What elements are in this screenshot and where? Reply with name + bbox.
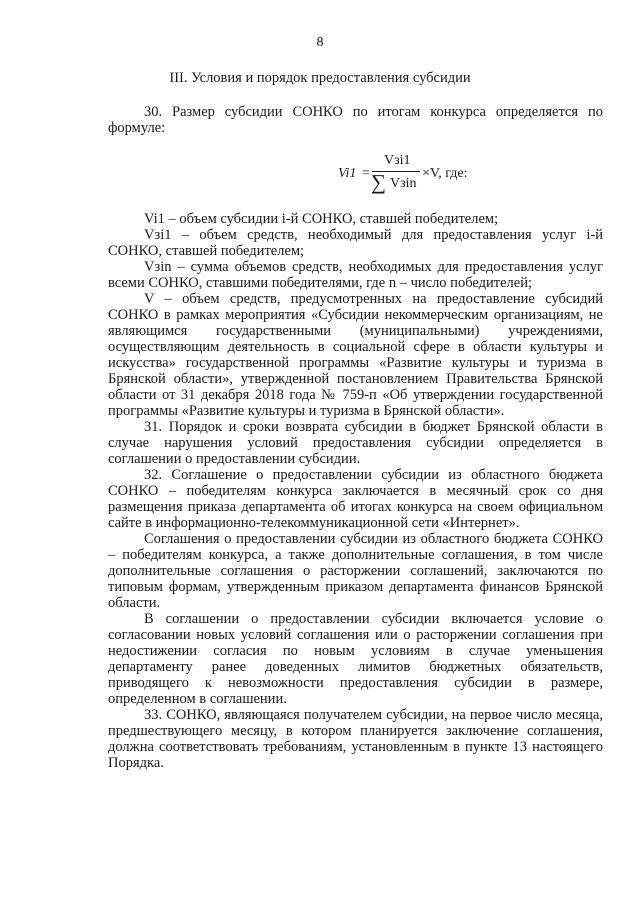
formula-equals: = <box>362 166 370 181</box>
definition-item: V – объем средств, предусмотренных на предоставление субсидий СОНКО в рамках мероприятия «Субсидии некоммерческим организациям, не являющимся государственными (муниципальными) учреждениями, осуществляющим деятельность в социальной сфере в области культуры и искусства» государственной программы «Развитие культуры и туризма в Брянской области», утвержденной постановлением Правительства Брянской области от 31 декабря 2018 года № 759-п «Об утверждении государственной программы «Развитие культуры и туризма в Брянской области». <box>108 291 603 419</box>
body-paragraph: 31. Порядок и сроки возврата субсидии в бюджет Брянской области в случае нарушения условий предоставления субсидии определяется в соглашении о предоставлении субсидии. <box>108 419 603 467</box>
formula-tail: ×V, где: <box>422 166 468 181</box>
body-paragraph: 33. СОНКО, являющаяся получателем субсидии, на первое число месяца, предшествующего месяцу, в котором планируется заключение соглашения, должна соответствовать требованиям, установленным в пункте 13 настоящего Порядка. <box>108 707 603 771</box>
body-paragraph: В соглашении о предоставлении субсидии включается условие о согласовании новых условий соглашения или о расторжении соглашения при недостижении согласия по новым условиям в случае уменьшения департаменту ранее доведенных лимитов бюджетных обязательств, приводящего к невозможности предоставления субсидии в размере, определенном в соглашении. <box>108 611 603 707</box>
intro-paragraph: 30. Размер субсидии СОНКО по итогам конкурса определяется по формуле: <box>108 104 603 136</box>
formula-denominator: Vзin <box>390 176 417 191</box>
formula-lhs: Vi1 <box>338 166 357 181</box>
sum-sign: ∑ <box>371 170 386 194</box>
body-paragraph: Соглашения о предоставлении субсидии из областного бюджета СОНКО – победителям конкурса, а также дополнительные соглашения, в том числе дополнительные соглашения о расторжении соглашений, заключаются по типовым формам, утвержденным приказом департамента финансов Брянской области. <box>108 531 603 611</box>
definition-item: Vзi1 – объем средств, необходимый для предоставления услуг i-й СОНКО, ставшей победителем; <box>108 227 603 259</box>
section-heading: III. Условия и порядок предоставления субсидии <box>169 70 471 86</box>
formula-numerator: Vзi1 <box>384 153 411 168</box>
definitions <box>108 211 603 771</box>
body-paragraph: 32. Соглашение о предоставлении субсидии из областного бюджета СОНКО – победителям конкурса заключается в месячный срок со дня размещения приказа департамента об итогах конкурса на своем официальном сайте в информационно-телекоммуникационной сети «Интернет». <box>108 467 603 531</box>
definition-item: Vi1 – объем субсидии i-й СОНКО, ставшей победителем; <box>144 211 499 227</box>
page-number: 8 <box>316 35 324 50</box>
subsidy-formula <box>338 153 578 197</box>
definition-item: Vзin – сумма объемов средств, необходимых для предоставления услуг всеми СОНКО, ставшими победителями, где n – число победителей; <box>108 259 603 291</box>
